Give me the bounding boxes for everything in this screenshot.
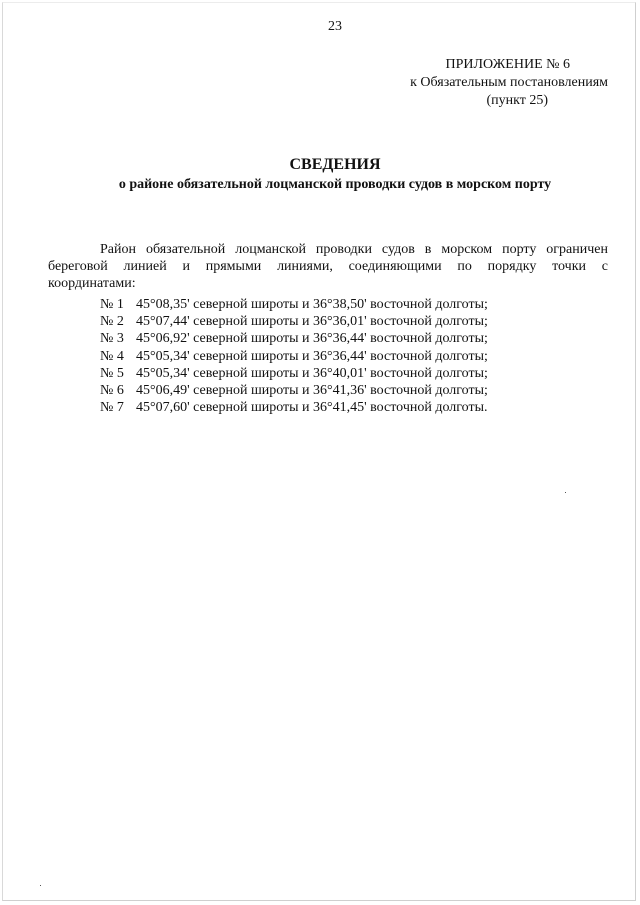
heading-title: СВЕДЕНИЯ — [289, 156, 381, 173]
appendix-block — [348, 56, 608, 110]
point-coordinates: 45°05,34' северной широты и 36°40,01' восточной долготы; — [136, 365, 488, 381]
paragraph-line-3: координатами: — [48, 276, 136, 291]
page-number: 23 — [328, 19, 342, 34]
point-coordinates: 45°05,34' северной широты и 36°36,44' восточной долготы; — [136, 348, 488, 364]
scan-speck — [40, 885, 41, 886]
point-number: № 7 — [100, 400, 124, 416]
point-number: № 1 — [100, 297, 124, 312]
point-coordinates: 45°06,92' северной широты и 36°36,44' восточной долготы; — [136, 331, 488, 347]
point-number: № 5 — [100, 365, 124, 381]
point-number: № 3 — [100, 331, 124, 347]
coordinate-point — [100, 330, 488, 347]
appendix-title: ПРИЛОЖЕНИЕ № 6 — [445, 57, 570, 72]
point-coordinates: 45°07,44' северной широты и 36°36,01' восточной долготы; — [136, 314, 488, 330]
coordinate-point — [100, 296, 488, 313]
coordinate-point — [100, 348, 488, 365]
scan-speck — [565, 492, 566, 493]
point-number: № 4 — [100, 348, 124, 364]
paragraph-line-1: Район обязательной лоцманской проводки судов в морском порту ограничен — [100, 242, 608, 257]
coordinate-point — [100, 382, 488, 399]
paragraph-first-line-block — [100, 241, 608, 258]
heading-subtitle: о районе обязательной лоцманской проводки судов в морском порту — [118, 177, 552, 192]
coordinates-list — [100, 296, 488, 416]
appendix-reference: к Обязательным постановлениям — [410, 75, 608, 90]
point-coordinates: 45°08,35' северной широты и 36°38,50' восточной долготы; — [136, 297, 488, 312]
document-heading — [0, 155, 640, 195]
paragraph-continuation — [48, 258, 608, 292]
coordinate-point — [100, 313, 488, 330]
point-coordinates: 45°06,49' северной широты и 36°41,36' восточной долготы; — [136, 383, 488, 399]
paragraph-line-2: береговой линией и прямыми линиями, соединяющими по порядку точки с — [48, 259, 608, 274]
coordinate-point — [100, 399, 488, 416]
coordinate-point — [100, 365, 488, 382]
point-coordinates: 45°07,60' северной широты и 36°41,45' восточной долготы. — [136, 400, 488, 416]
point-number: № 6 — [100, 383, 124, 399]
appendix-point: (пункт 25) — [486, 93, 548, 108]
page-border — [2, 2, 636, 901]
point-number: № 2 — [100, 314, 124, 330]
